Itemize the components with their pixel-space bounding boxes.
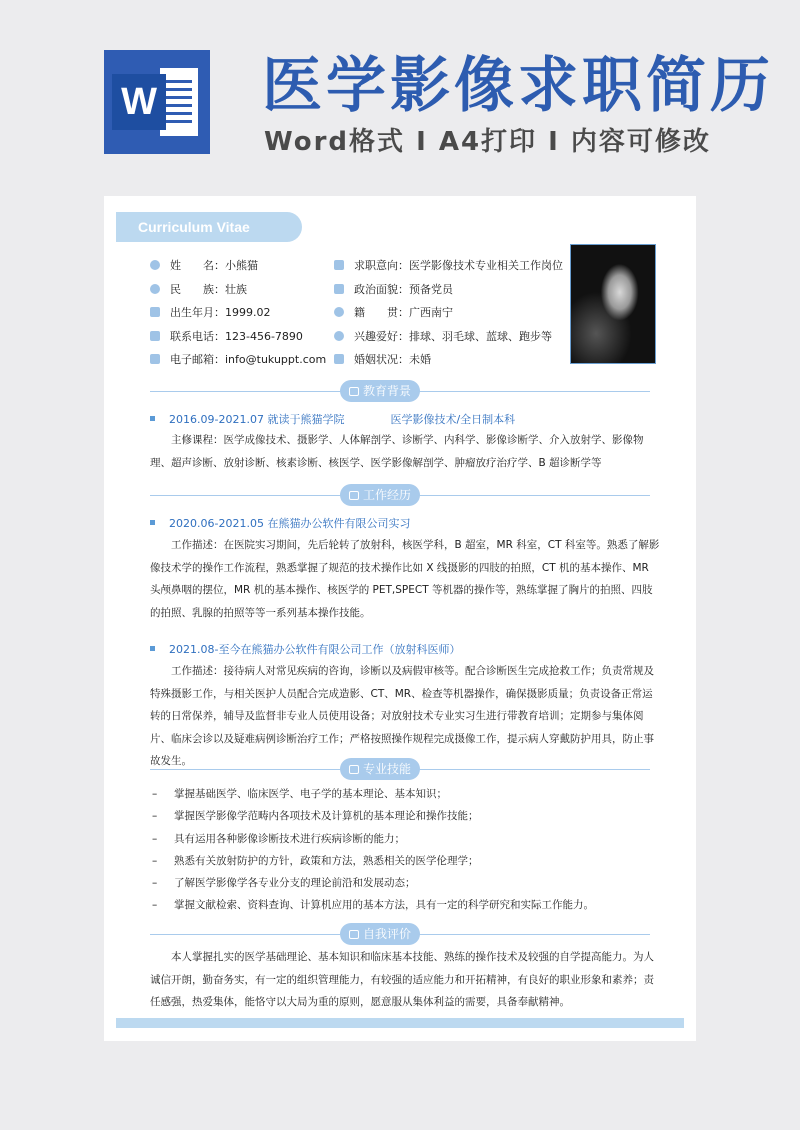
word-logo [104,50,210,154]
job-description: 工作描述：在医院实习期间，先后轮转了放射科，核医学科，B 超室，MR 科室，CT 科室等。熟悉了解影像技术学的操作工作流程，熟悉掌握了规范的技术操作比如 X 线摄影的四肢的拍照，CT 机的基本操作、MR 头颅鼻咽的摆位，MR 机的基本操作、核医学的 PET,SPECT 等机器的操作等，熟练掌握了胸片的拍照、四肢的拍照、乳腺的拍照等等一系列基本操作技能。 [150,539,660,619]
info-objective: 求职意向：医学影像技术专业相关工作岗位 [334,254,563,278]
mail-icon [150,354,160,364]
list-item: – 掌握医学影像学范畴内各项技术及计算机的基本理论和操作技能； [152,810,479,823]
list-item: – 熟悉有关放射防护的方针，政策和方法，熟悉相关的医学伦理学； [152,854,479,867]
hero-title: 医学影像求职简历 [262,51,774,121]
job-title: 2021.08-至今在熊猫办公软件有限公司工作（放射科医师） [150,642,460,658]
info-phone: 联系电话：123-456-7890 [150,325,326,349]
info-birth: 出生年月：1999.02 [150,301,326,325]
info-hobbies: 兴趣爱好：排球、羽毛球、蓝球、跑步等 [334,325,563,349]
rings-icon [334,354,344,364]
profile-photo [570,244,656,364]
user-icon [150,260,160,270]
info-ethnicity: 民 族：壮族 [150,278,326,302]
info-name: 姓 名：小熊猫 [150,254,326,278]
self-eval-text: 本人掌握扎实的医学基础理论、基本知识和临床基本技能、熟练的操作技术及较强的自学提高能力。为人诚信开朗，勤奋务实，有一定的组织管理能力，有较强的适应能力和开拓精神，有良好的职业形象和素养；责任感强，热爱集体，能恪守以大局为重的原则，愿意服从集体利益的需要，具备奉献精神。 [150,951,654,1008]
list-item: – 掌握文献检索、资料查询、计算机应用的基本方法，具有一定的科学研究和实际工作能力。 [152,899,594,912]
info-hometown: 籍 贯：广西南宁 [334,301,563,325]
education-heading: 教育背景 [340,380,420,402]
briefcase-icon [349,491,359,500]
word-letter: W [112,74,166,130]
job-description: 工作描述：接待病人对常见疾病的咨询，诊断以及病假审核等。配合诊断医生完成抢救工作；负责常规及特殊摄影工作，与相关医护人员配合完成造影、CT、MR、检查等机器操作，确保摄影质量；负责设备正常运转的日常保养，辅导及监督非专业人员使用设备；对放射技术专业实习生进行带教育培训；定期参与集体阅片、临床会诊以及疑难病例诊断治疗工作；严格按照操作规程完成摄像工作，提示病人穿戴防护用具，防止事故发生。 [150,665,654,767]
ethnicity-icon [150,284,160,294]
skills-list [152,783,652,917]
skills-icon [349,765,359,774]
phone-icon [150,331,160,341]
flag-icon [334,284,344,294]
education-courses: 主修课程：医学成像技术、摄影学、人体解剖学、诊断学、内科学、影像诊断学、介入放射学、影像物理、超声诊断、放射诊断、核素诊断、核医学、医学影像解剖学、肿瘤放疗治疗学、B 超诊断学等 [150,434,644,469]
info-marital: 婚姻状况：未婚 [334,348,563,372]
hero-subtitle: Word格式 I A4打印 I 内容可修改 [264,127,711,157]
self-eval-heading: 自我评价 [340,923,420,945]
skills-heading: 专业技能 [340,758,420,780]
info-political: 政治面貌：预备党员 [334,278,563,302]
info-right [334,254,563,372]
bottom-bar [116,1018,684,1028]
work-heading: 工作经历 [340,484,420,506]
graduation-cap-icon [349,387,359,396]
education-entry: 2016.09-2021.07 就读于熊猫学院 医学影像技术/全日制本科 [150,412,515,428]
cv-label: Curriculum Vitae [116,212,302,242]
info-left [150,254,326,372]
list-item: – 掌握基础医学、临床医学、电子学的基本理论、基本知识； [152,788,447,800]
heart-icon [334,331,344,341]
location-icon [334,307,344,317]
target-icon [334,260,344,270]
info-email: 电子邮箱：info@tukuppt.com [150,348,326,372]
list-item: – 具有运用各种影像诊断技术进行疾病诊断的能力； [152,832,405,845]
calendar-icon [150,307,160,317]
resume-sheet [104,196,696,1041]
list-item: – 了解医学影像学各专业分支的理论前沿和发展动态； [152,877,416,890]
comment-icon [349,930,359,939]
job-title: 2020.06-2021.05 在熊猫办公软件有限公司实习 [150,516,410,532]
